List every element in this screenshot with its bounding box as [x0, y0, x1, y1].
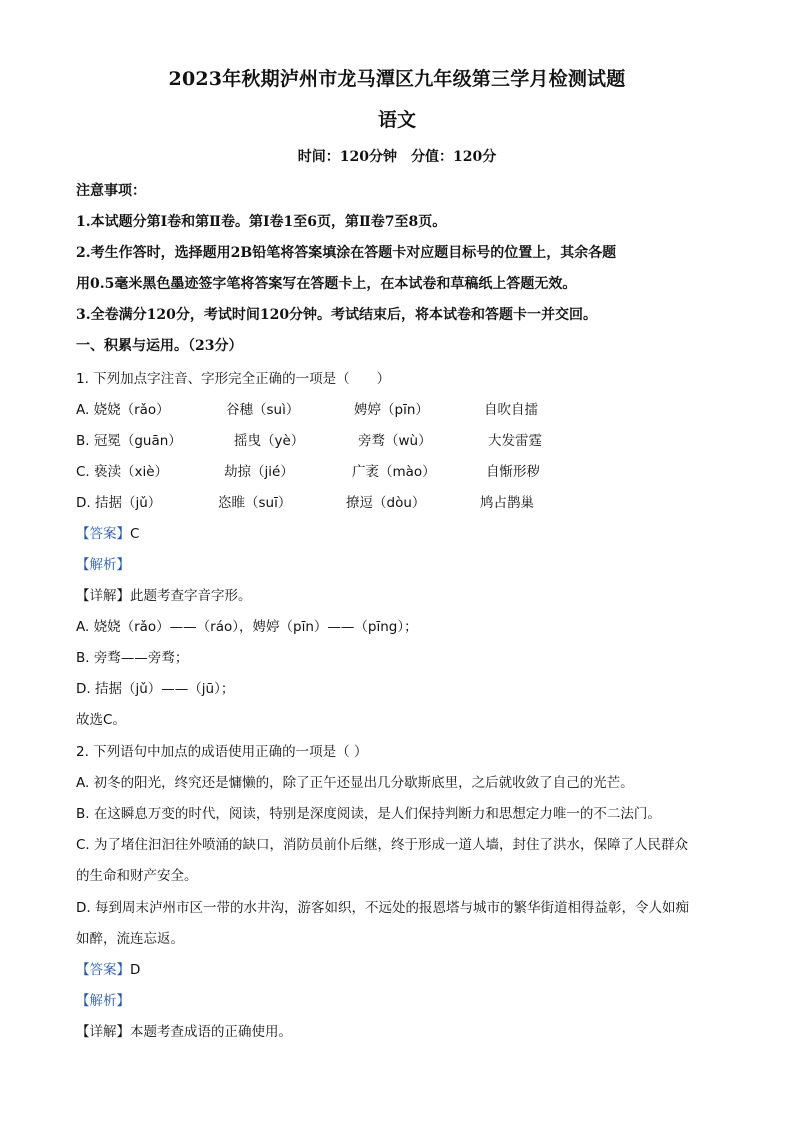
question-1-explanation-a: A. 娆娆（rǎo）——（ráo），娉婷（pīn）——（pīng）； [76, 619, 418, 635]
question-2-option-d-line-2: 如醉，流连忘返。 [76, 931, 184, 947]
question-2-option-b: B. 在这瞬息万变的时代，阅读，特别是深度阅读，是人们保持判断力和思想定力唯一的不二法门。 [76, 806, 661, 822]
option-c-1: C. 亵渎（xiè） [76, 464, 169, 480]
option-d-3: 撩逗（dòu） [346, 495, 426, 511]
notice-item-2-line-1: 2.考生作答时，选择题用2B铅笔将答案填涂在答题卡对应题目标号的位置上，其余各题 [76, 245, 617, 261]
question-1-stem: 1. 下列加点字注音、字形完全正确的一项是（ ） [76, 371, 391, 387]
question-1-analysis [76, 553, 726, 573]
question-2-option-c-line-1: C. 为了堵住汩汩往外喷涌的缺口，消防员前仆后继，终于形成一道人墙，封住了洪水，保障了人民群众 [76, 837, 689, 853]
option-a-2: 谷穗（suì） [226, 402, 300, 418]
question-2-analysis [76, 989, 726, 1009]
exam-title: 2023年秋期泸州市龙马潭区九年级第三学月检测试题 [168, 68, 626, 90]
detail-text: 本题考查成语的正确使用。 [130, 1024, 292, 1040]
analysis-tag: 【解析】 [76, 993, 130, 1009]
question-2-answer [76, 958, 726, 978]
option-a-3: 娉婷（pīn） [354, 402, 429, 418]
answer-tag: 【答案】 [76, 526, 130, 542]
time-score-line: 时间：120分钟 分值：120分 [297, 149, 497, 165]
question-2-option-a: A. 初冬的阳光，终究还是慵懒的，除了正午还显出几分歇斯底里，之后就收敛了自己的光芒。 [76, 775, 634, 791]
answer-value: D [130, 962, 141, 978]
detail-tag: 【详解】 [76, 588, 130, 604]
option-b-2: 摇曳（yè） [234, 433, 305, 449]
question-2-option-c-line-2: 的生命和财产安全。 [76, 868, 198, 884]
option-c-2: 劫掠（jié） [224, 464, 294, 480]
notice-item-1: 1.本试题分第Ⅰ卷和第Ⅱ卷。第Ⅰ卷1至6页，第Ⅱ卷7至8页。 [76, 214, 447, 230]
answer-value: C [130, 526, 140, 542]
notice-item-3: 3.全卷满分120分，考试时间120分钟。考试结束后，将本试卷和答题卡一并交回。 [76, 307, 598, 323]
question-2-detail [76, 1020, 726, 1040]
option-c-4: 自惭形秽 [486, 464, 540, 480]
detail-tag: 【详解】 [76, 1024, 130, 1040]
notice-item-2-line-2: 用0.5毫米黑色墨迹签字笔将答案写在答题卡上，在本试卷和草稿纸上答题无效。 [76, 276, 577, 292]
question-1-detail [76, 584, 726, 604]
option-d-1: D. 拮据（jǔ） [76, 495, 162, 511]
section-1-heading: 一、积累与运用。（23分） [76, 338, 243, 354]
answer-tag: 【答案】 [76, 962, 130, 978]
question-1-answer [76, 522, 726, 542]
option-b-4: 大发雷霆 [488, 433, 542, 449]
option-a-1: A. 娆娆（rǎo） [76, 402, 170, 418]
notice-heading: 注意事项： [76, 183, 146, 199]
analysis-tag: 【解析】 [76, 557, 130, 573]
option-a-4: 自吹自擂 [484, 402, 538, 418]
option-d-4: 鸠占鹊巢 [480, 495, 534, 511]
option-c-3: 广袤（mào） [352, 464, 436, 480]
detail-text: 此题考查字音字形。 [130, 588, 252, 604]
question-1-conclusion: 故选C。 [76, 712, 126, 728]
question-2-stem: 2. 下列语句中加点的成语使用正确的一项是（ ） [76, 744, 368, 760]
question-1-explanation-d: D. 拮据（jǔ）——（jū）； [76, 681, 235, 697]
option-b-3: 旁骛（wù） [358, 433, 432, 449]
question-1-explanation-b: B. 旁骛——旁骛； [76, 650, 189, 666]
exam-subject: 语文 [377, 109, 416, 131]
option-b-1: B. 冠冕（guān） [76, 433, 182, 449]
option-d-2: 恣睢（suī） [218, 495, 292, 511]
question-2-option-d-line-1: D. 每到周末泸州市区一带的水井沟，游客如织，不远处的报恩塔与城市的繁华街道相得益彰，令人如痴 [76, 900, 689, 916]
